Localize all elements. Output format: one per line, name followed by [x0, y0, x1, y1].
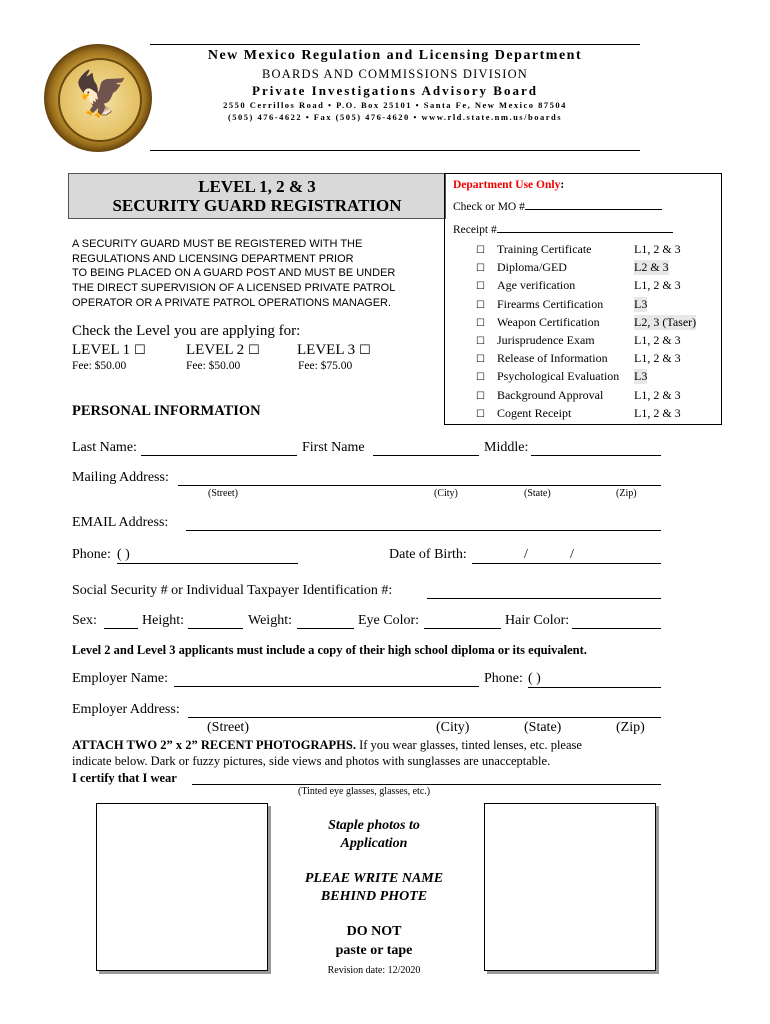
receipt-line[interactable] — [497, 220, 673, 233]
check-mo-field[interactable]: Check or MO # — [453, 197, 662, 213]
checklist-checkbox[interactable]: ☐ — [476, 354, 485, 366]
ssn-label: Social Security # or Individual Taxpayer Identification #: — [72, 583, 393, 598]
middle-name-field[interactable] — [531, 441, 661, 456]
employer-name-field[interactable] — [174, 672, 479, 687]
level-1-fee: Fee: $50.00 — [72, 360, 127, 372]
phone-field[interactable]: ( ) — [117, 547, 298, 564]
checklist-item[interactable] — [476, 314, 697, 330]
last-name-label: Last Name: — [72, 440, 137, 455]
city-caption: (City) — [434, 488, 458, 499]
checklist-item-name: Training Certificate — [496, 242, 592, 256]
phone-label: Phone: — [72, 547, 111, 562]
checklist-checkbox[interactable]: ☐ — [476, 299, 485, 311]
dob-field[interactable]: / / — [472, 547, 661, 564]
first-name-label: First Name — [302, 440, 365, 455]
level-3-fee: Fee: $75.00 — [298, 360, 353, 372]
checklist-item-name: Jurisprudence Exam — [496, 333, 595, 347]
checklist-item-name: Background Approval — [496, 387, 604, 402]
eagle-icon: 🦅 — [74, 69, 129, 120]
form-title-box — [68, 173, 446, 219]
employer-street-caption: (Street) — [207, 720, 249, 735]
write-name-instruction-2: BEHIND PHOTE — [320, 889, 428, 904]
email-field[interactable] — [186, 516, 661, 531]
checklist-item-levels: L1, 2 & 3 — [634, 333, 681, 347]
dob-label: Date of Birth: — [389, 547, 467, 562]
sex-label: Sex: — [72, 613, 97, 628]
level-2-checkbox[interactable]: ☐ — [247, 343, 260, 358]
employer-city-caption: (City) — [436, 720, 470, 735]
state-seal-icon — [44, 44, 152, 152]
form-title-line2: SECURITY GUARD REGISTRATION — [112, 196, 402, 215]
notice-line: REGULATIONS AND LICENSING DEPARTMENT PRIOR — [72, 252, 354, 265]
checklist-checkbox[interactable]: ☐ — [476, 245, 485, 256]
checklist-item-levels: L2, 3 (Taser) — [634, 314, 697, 329]
notice-line: THE DIRECT SUPERVISION OF A LICENSED PRIVATE PATROL — [72, 282, 396, 295]
employer-state-caption: (State) — [524, 720, 562, 735]
checklist-checkbox[interactable]: ☐ — [476, 281, 485, 293]
personal-info-heading: PERSONAL INFORMATION — [72, 403, 261, 419]
level-3-checkbox[interactable]: ☐ — [358, 343, 371, 358]
checklist-item-name: Diploma/GED — [496, 260, 567, 275]
checklist-item-levels: L1, 2 & 3 — [634, 405, 681, 420]
checklist-item-levels: L1, 2 & 3 — [634, 351, 681, 366]
ssn-field[interactable] — [427, 584, 661, 599]
weight-label: Weight: — [248, 613, 292, 628]
employer-address-label: Employer Address: — [72, 702, 180, 717]
photo-instructions-line1: ATTACH TWO 2” x 2” RECENT PHOTOGRAPHS. If you wear glasses, tinted lenses, etc. please — [72, 738, 582, 752]
level-prompt: Check the Level you are applying for: — [72, 323, 301, 339]
board-name: Private Investigations Advisory Board — [252, 83, 538, 98]
checklist-checkbox[interactable]: ☐ — [476, 408, 485, 420]
first-name-field[interactable] — [373, 441, 479, 456]
weight-field[interactable] — [297, 614, 354, 629]
division-name: BOARDS AND COMMISSIONS DIVISION — [261, 67, 529, 81]
checklist-item-name: Cogent Receipt — [496, 405, 572, 420]
board-address: 2550 Cerrillos Road • P.O. Box 25101 • Santa Fe, New Mexico 87504 — [223, 100, 567, 110]
dept-use-heading: Department Use Only: — [453, 179, 565, 191]
street-caption: (Street) — [208, 488, 238, 499]
form-title-line1: LEVEL 1, 2 & 3 — [198, 177, 316, 196]
checklist-checkbox[interactable]: ☐ — [476, 317, 485, 329]
level-2-fee: Fee: $50.00 — [186, 360, 241, 372]
middle-name-label: Middle: — [484, 440, 529, 455]
checklist-item-levels: L1, 2 & 3 — [634, 387, 681, 402]
checklist-item[interactable] — [476, 260, 669, 275]
do-not-instruction-2: paste or tape — [335, 943, 413, 958]
mailing-address-field[interactable] — [178, 471, 661, 486]
dept-name: New Mexico Regulation and Licensing Department — [207, 48, 583, 63]
mailing-address-label: Mailing Address: — [72, 470, 169, 485]
staple-instruction-1: Staple photos to — [328, 818, 420, 833]
checklist-item[interactable] — [476, 369, 648, 384]
state-caption: (State) — [524, 488, 551, 499]
checklist-checkbox[interactable]: ☐ — [476, 336, 485, 347]
checklist-item-name: Psychological Evaluation — [496, 369, 620, 384]
checklist-item-levels: L3 — [634, 296, 648, 311]
eyewear-field[interactable] — [192, 770, 661, 785]
staple-instruction-2: Application — [340, 836, 408, 851]
checklist-item[interactable] — [476, 351, 681, 366]
level-2-option[interactable]: LEVEL 2 ☐ — [186, 342, 260, 358]
check-mo-line[interactable] — [525, 197, 662, 210]
height-label: Height: — [142, 613, 184, 628]
sex-field[interactable] — [104, 614, 138, 629]
employer-phone-label: Phone: — [484, 671, 523, 686]
checklist-item-name: Firearms Certification — [496, 296, 604, 311]
revision-date: Revision date: 12/2020 — [327, 965, 421, 976]
registration-notice — [72, 237, 452, 311]
level-3-option[interactable]: LEVEL 3 ☐ — [297, 342, 371, 358]
level-1-option[interactable]: LEVEL 1 ☐ — [72, 342, 146, 358]
checklist-item-levels: L1, 2 & 3 — [634, 242, 681, 256]
eyewear-caption: (Tinted eye glasses, glasses, etc.) — [298, 786, 431, 797]
eye-color-label: Eye Color: — [358, 613, 420, 628]
hair-color-field[interactable] — [572, 614, 661, 629]
checklist-item[interactable] — [476, 242, 681, 257]
checklist-item-name: Age verification — [496, 278, 576, 293]
checklist-item-name: Weapon Certification — [496, 314, 600, 329]
receipt-field[interactable]: Receipt # — [453, 220, 673, 236]
do-not-instruction-1: DO NOT — [346, 924, 402, 939]
hair-color-label: Hair Color: — [505, 613, 570, 628]
checklist-checkbox[interactable]: ☐ — [476, 372, 485, 384]
checklist-item-levels: L2 & 3 — [634, 260, 669, 275]
checklist-item[interactable] — [476, 333, 681, 348]
email-label: EMAIL Address: — [72, 515, 169, 530]
zip-caption: (Zip) — [616, 488, 637, 499]
photo-box-right[interactable] — [484, 803, 656, 971]
checklist-item-levels: L3 — [634, 369, 648, 384]
employer-phone-field[interactable]: ( ) — [528, 671, 661, 688]
checklist-item[interactable] — [476, 296, 648, 312]
photo-instructions-line2: indicate below. Dark or fuzzy pictures, side views and photos with sunglasses are unacceptable. — [72, 754, 551, 768]
board-contact: (505) 476-4622 • Fax (505) 476-4620 • www.rld.state.nm.us/boards — [227, 112, 563, 122]
diploma-requirement-note: Level 2 and Level 3 applicants must include a copy of their high school diploma or its equivalent. — [72, 643, 587, 657]
header-top-rule — [150, 44, 640, 45]
checklist-item[interactable] — [476, 387, 681, 403]
checklist-item[interactable] — [476, 405, 681, 421]
level-1-checkbox[interactable]: ☐ — [133, 343, 146, 358]
eye-color-field[interactable] — [424, 614, 501, 629]
header-bottom-rule — [150, 150, 640, 151]
checklist-checkbox[interactable]: ☐ — [476, 390, 485, 402]
notice-line: OPERATOR OR A PRIVATE PATROL OPERATIONS MANAGER. — [72, 296, 392, 309]
notice-line: TO BEING PLACED ON A GUARD POST AND MUST BE UNDER — [72, 267, 396, 280]
notice-line: A SECURITY GUARD MUST BE REGISTERED WITH THE — [72, 238, 363, 250]
last-name-field[interactable] — [141, 441, 297, 456]
write-name-instruction-1: PLEAE WRITE NAME — [304, 871, 444, 886]
checklist-checkbox[interactable]: ☐ — [476, 263, 485, 275]
photo-box-left[interactable] — [96, 803, 268, 971]
checklist-item-name: Release of Information — [496, 351, 608, 366]
height-field[interactable] — [188, 614, 243, 629]
certify-label: I certify that I wear — [72, 771, 177, 785]
checklist-item[interactable] — [476, 278, 681, 293]
employer-zip-caption: (Zip) — [616, 720, 645, 735]
employer-name-label: Employer Name: — [72, 671, 169, 686]
checklist-item-levels: L1, 2 & 3 — [634, 278, 681, 293]
employer-address-field[interactable] — [188, 703, 661, 718]
